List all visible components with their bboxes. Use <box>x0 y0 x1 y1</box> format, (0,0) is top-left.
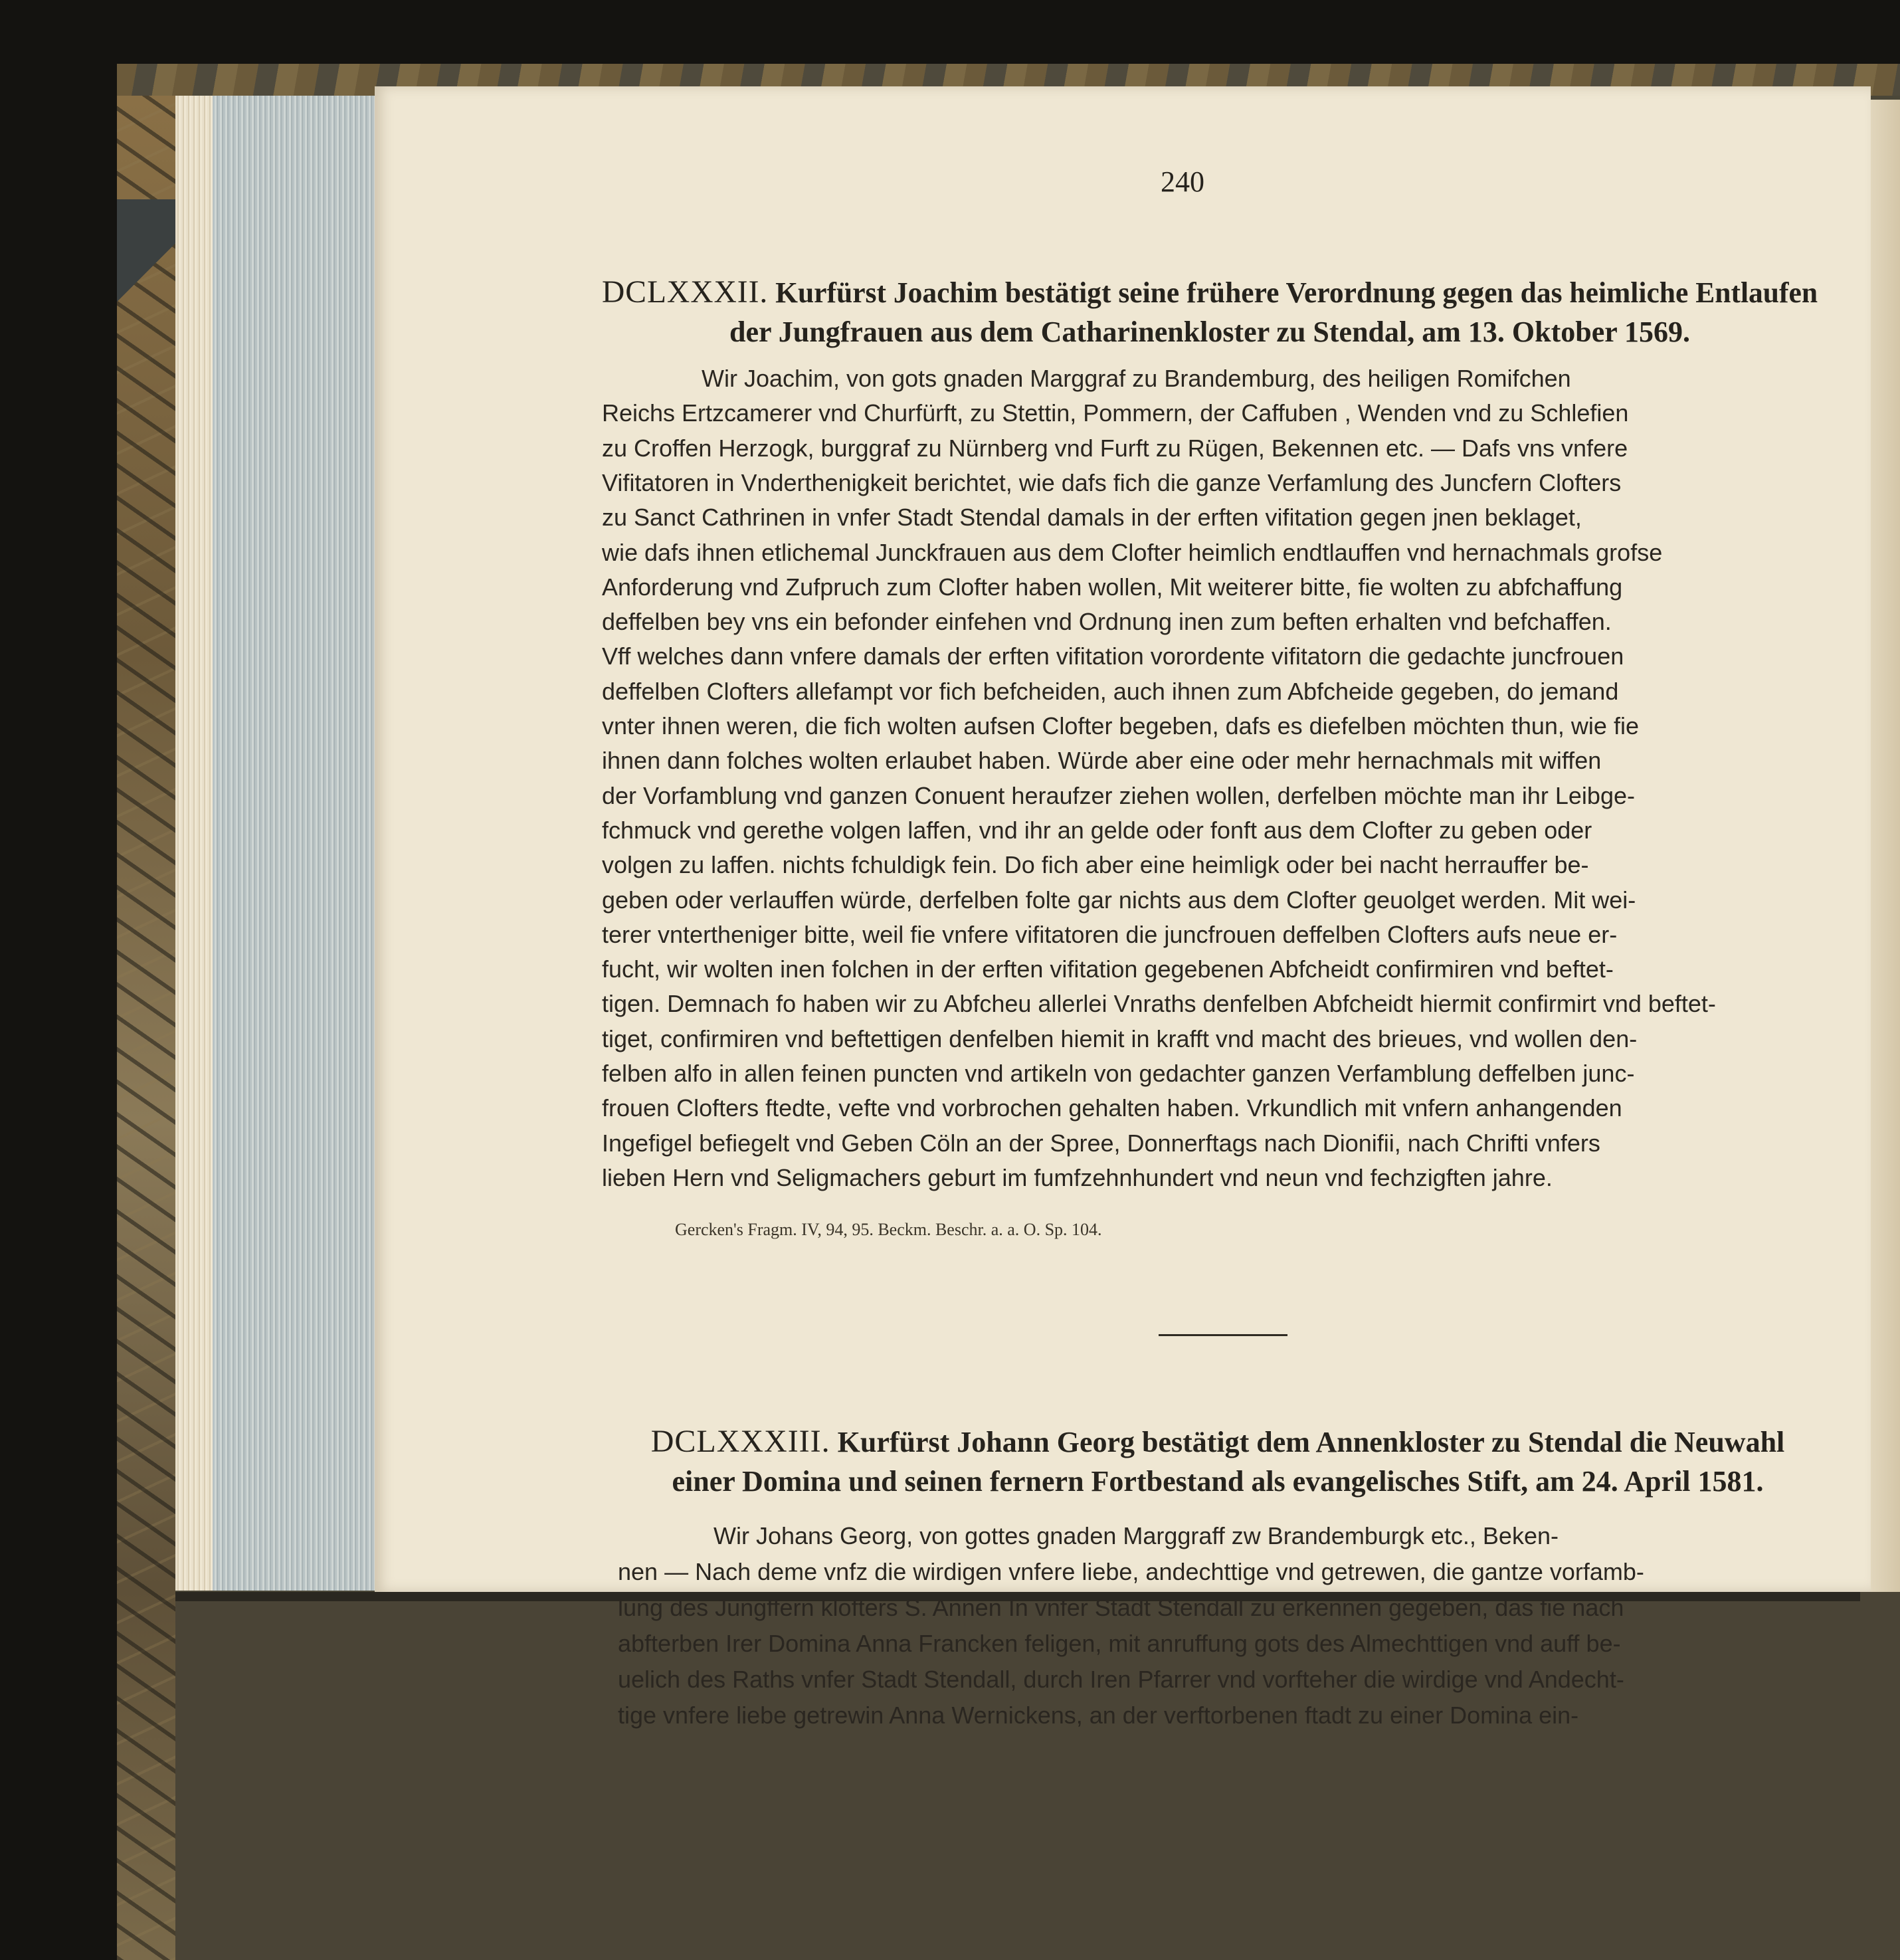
body-text-line: zu Sanct Cathrinen in vnfer Stadt Stendal damals in der erften vifitation gegen jnen beklaget, <box>602 504 1582 532</box>
body-text-line: felben alfo in allen feinen puncten vnd artikeln von gedachter ganzen Verfamblung deffelben junc- <box>602 1060 1635 1087</box>
body-text-line: Wir Joachim, von gots gnaden Marggraf zu Brandemburg, des heiligen Romifchen <box>702 365 1571 392</box>
body-text-line: Vff welches dann vnfere damals der erften vifitation vorordente vifitatorn die gedachte juncfrouen <box>602 642 1624 670</box>
body-text-line: Vifitatoren in Vnderthenigkeit berichtet, wie dafs fich die ganze Verfamlung des Juncfern Clofters <box>602 468 1622 496</box>
body-text-line: Reichs Ertzcamerer vnd Churfürft, zu Stettin, Pommern, der Caffuben , Wenden vnd zu Schlefien <box>602 399 1629 427</box>
section-divider <box>1159 1334 1287 1336</box>
body-text-line: tige vnfere liebe getrewin Anna Wernickens, an der verftorbenen ftadt zu einer Domina ein- <box>618 1702 1579 1729</box>
page-number: 240 <box>1161 165 1204 198</box>
heading-683-title: Kurfürst Johann Georg bestätigt dem Annenkloster zu Stendal die Neuwahl <box>837 1426 1785 1458</box>
body-text-line: volgen zu laffen. nichts fchuldigk fein. Do fich aber eine heimligk oder bei nacht herrauffer be- <box>602 851 1589 879</box>
body-text-line: lieben Hern vnd Seligmachers geburt im fumfzehnhundert vnd neun vnd fechzigften jahre. <box>602 1163 1553 1191</box>
body-text-line: frouen Clofters ftedte, vefte vnd vorbrochen gehalten haben. Vrkundlich mit vnfern anhangenden <box>602 1094 1622 1122</box>
body-text-line: nen — Nach deme vnfz die wirdigen vnfere liebe, andechttige vnd getrewen, die gantze vorfamb- <box>618 1558 1644 1585</box>
heading-682-line2: der Jungfrauen aus dem Catharinenkloster zu Stendal, am 13. Oktober 1569. <box>729 316 1690 348</box>
body-text-line: vnter ihnen weren, die fich wolten aufsen Clofter begeben, dafs es diefelben möchten thun, wie fie <box>602 712 1639 739</box>
body-text-line: lung des Jungffern klofters S. Annen In vnfer Stadt Stendall zu erkennen gegeben, das fie nach <box>618 1594 1624 1621</box>
body-text-line: fucht, wir wolten inen folchen in der erften vifitation gegebenen Abfcheidt confirmiren vnd beftet- <box>602 955 1614 983</box>
body-text-line: uelich des Raths vnfer Stadt Stendall, durch Iren Pfarrer vnd vorfteher die wirdige vnd Andecht- <box>618 1666 1624 1693</box>
body-text-line: Wir Johans Georg, von gottes gnaden Marggraff zw Brandemburgk etc., Beken- <box>713 1522 1559 1549</box>
body-text-line: wie dafs ihnen etlichemal Junckfrauen aus dem Clofter heimlich endtlauffen vnd hernachmals grofse <box>602 538 1663 566</box>
heading-683-number: DCLXXXIII. <box>650 1424 830 1459</box>
body-text-line: ihnen dann folches wolten erlaubet haben. Würde aber eine oder mehr hernachmals mit wiffen <box>602 747 1602 775</box>
page-stack-tinted-edges <box>213 96 375 1591</box>
body-text-line: Ingefigel befiegelt vnd Geben Cöln an der Spree, Donnerftags nach Dionifii, nach Chrifti vnfers <box>602 1129 1600 1157</box>
citation-682: Gercken's Fragm. IV, 94, 95. Beckm. Beschr. a. a. O. Sp. 104. <box>675 1220 1102 1239</box>
heading-683-line1 <box>618 1422 1818 1462</box>
body-text-line: deffelben bey vns ein befonder einfehen vnd Ordnung inen zum beften erhalten vnd befchaffen. <box>602 608 1612 636</box>
heading-683-line2: einer Domina und seinen fernern Fortbestand als evangelisches Stift, am 24. April 1581. <box>672 1465 1764 1498</box>
body-text-line: tiget, confirmiren vnd beftettigen denfelben hiemit in krafft vnd macht des brieues, vnd wollen den- <box>602 1025 1638 1052</box>
body-text-line: der Vorfamblung vnd ganzen Conuent heraufzer ziehen wollen, derfelben möchte man ihr Leibge- <box>602 781 1635 809</box>
marbled-endpaper <box>117 96 175 1960</box>
body-text-line: geben oder verlauffen würde, derfelben folte gar nichts aus dem Clofter geuolget werden. Mit wei- <box>602 886 1636 914</box>
body-text-line: zu Croffen Herzogk, burggraf zu Nürnberg vnd Furft zu Rügen, Bekennen etc. — Dafs vns vnfere <box>602 434 1628 462</box>
body-text-line: fchmuck vnd gerethe volgen laffen, vnd ihr an gelde oder fonft aus dem Clofter zu geben oder <box>602 816 1592 844</box>
heading-682-number: DCLXXXII. <box>602 274 769 310</box>
body-text-line: terer vntertheniger bitte, weil fie vnfere vifitatoren die juncfrouen deffelben Clofters aufs neue er- <box>602 920 1618 948</box>
heading-682-title: Kurfürst Joachim bestätigt seine frühere Verordnung gegen das heimliche Entlaufen <box>775 276 1818 309</box>
body-text-line: abfterben Irer Domina Anna Francken feligen, mit anruffung gots des Almechttigen vnd auff be- <box>618 1630 1621 1657</box>
body-text-line: Anforderung vnd Zufpruch zum Clofter haben wollen, Mit weiterer bitte, fie wolten zu abfchaffung <box>602 573 1623 601</box>
cover-corner <box>117 199 175 345</box>
heading-682-line1 <box>602 272 1818 313</box>
body-text-line: tigen. Demnach fo haben wir zu Abfcheu allerlei Vnraths denfelben Abfcheidt hiermit confirmirt vnd beftet- <box>602 990 1716 1018</box>
body-text-line: deffelben Clofters allefampt vor fich befcheiden, auch ihnen zum Abfcheide gegeben, do jemand <box>602 677 1619 705</box>
